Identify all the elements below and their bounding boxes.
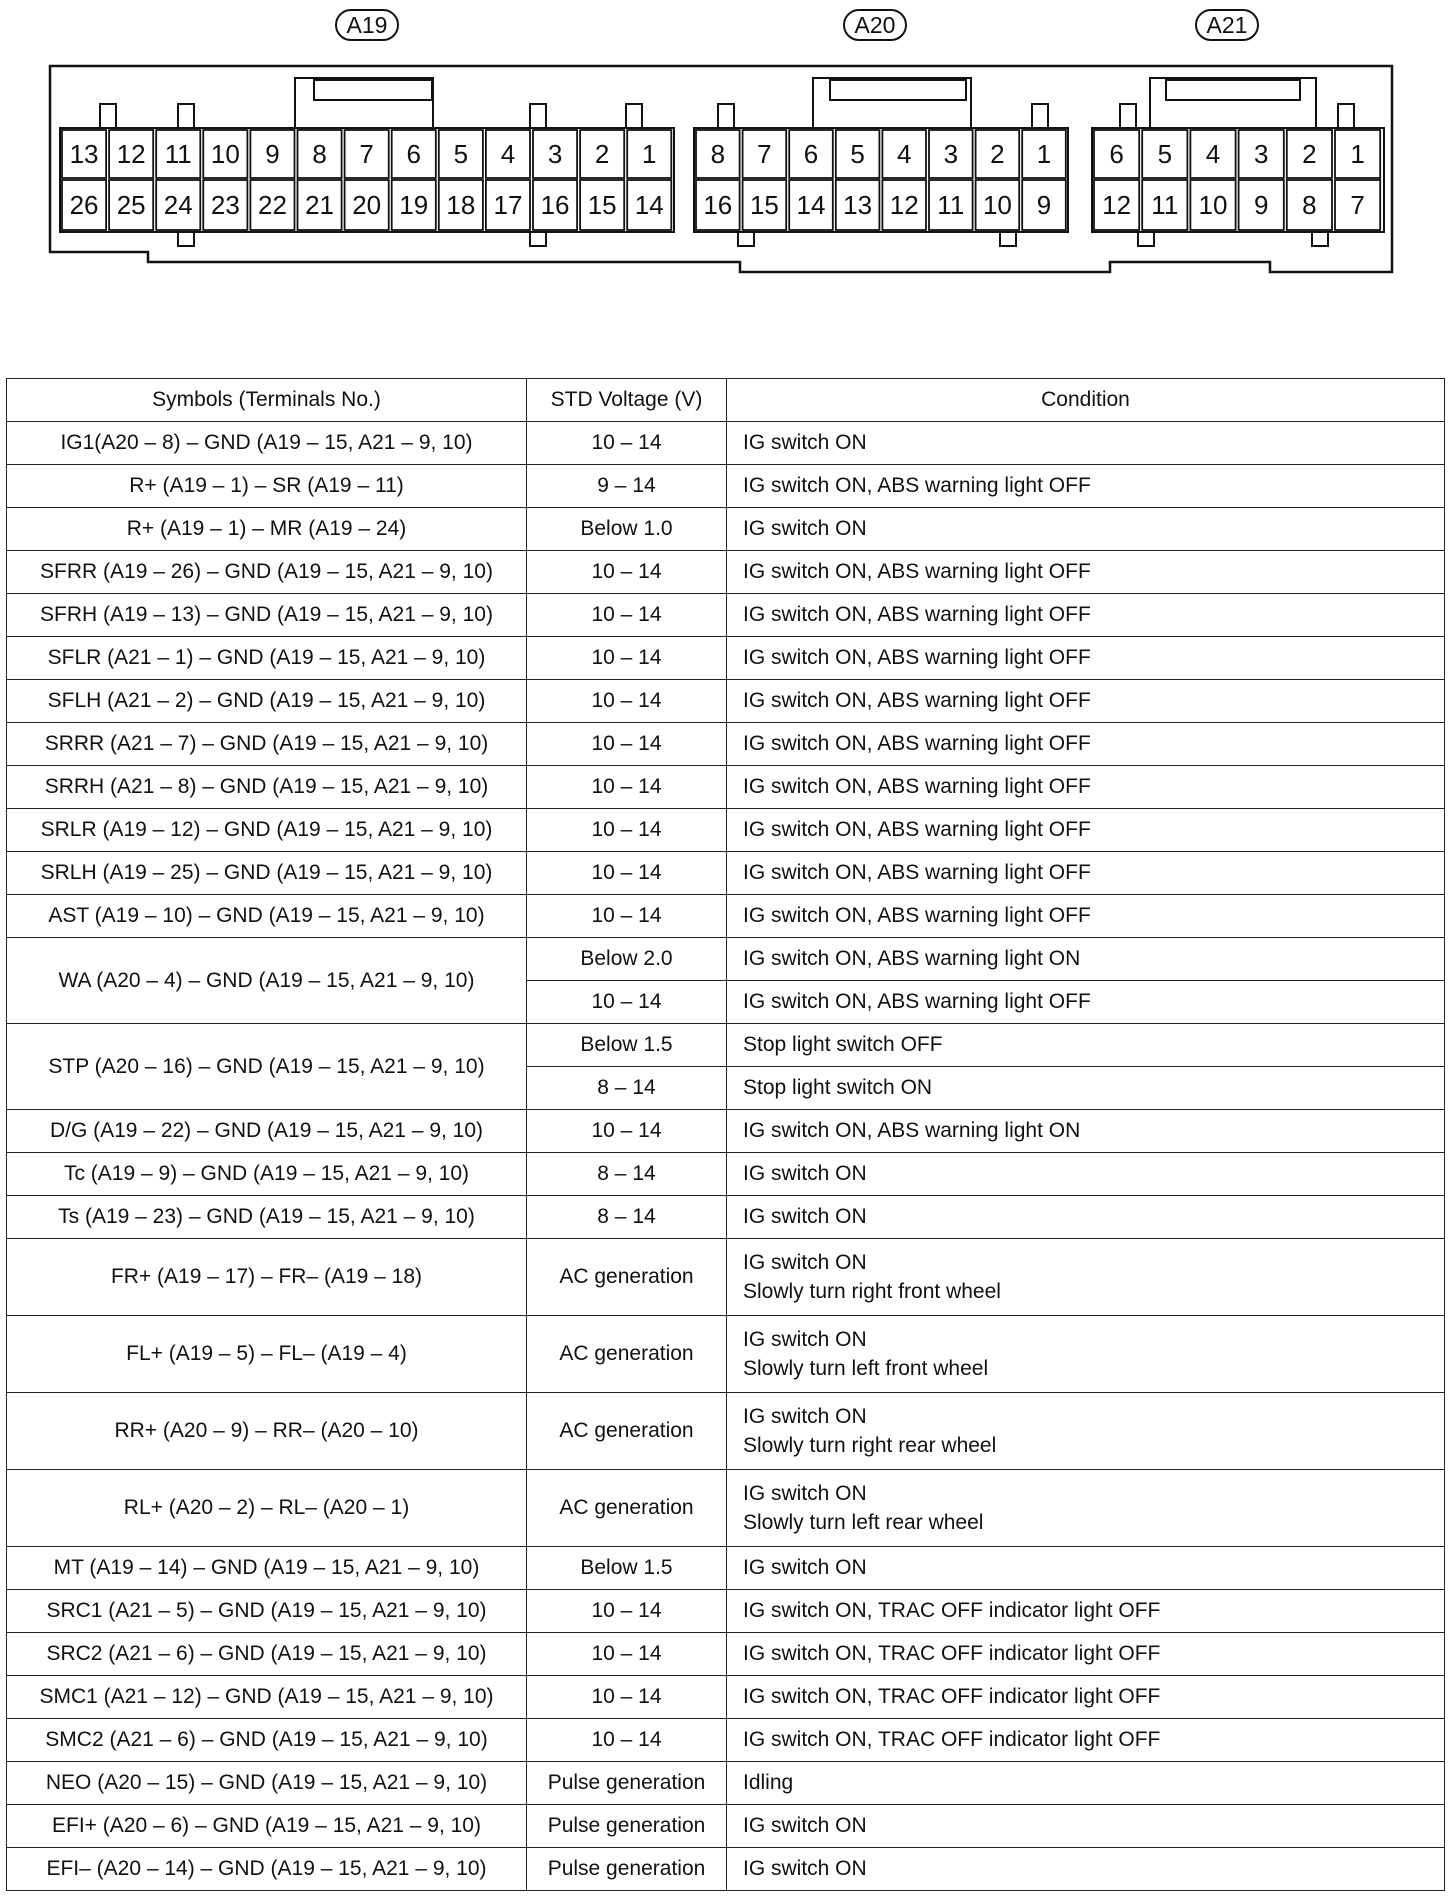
voltage-cell: Below 1.5 — [527, 1547, 727, 1590]
condition-cell: IG switch ON, ABS warning light OFF — [727, 680, 1445, 723]
condition-cell: IG switch ON — [727, 1547, 1445, 1590]
voltage-cell: 10 – 14 — [527, 680, 727, 723]
pin-number-a19-3: 3 — [547, 139, 563, 169]
condition-line-1: IG switch ON — [743, 1481, 867, 1505]
table-row — [7, 1762, 1445, 1805]
header-condition: Condition — [727, 379, 1445, 422]
symbol-cell: SFLH (A21 – 2) – GND (A19 – 15, A21 – 9, 10) — [7, 680, 527, 723]
voltage-cell: Below 1.0 — [527, 508, 727, 551]
condition-cell: IG switch ON, ABS warning light OFF — [727, 809, 1445, 852]
table-row — [7, 1024, 1445, 1067]
condition-cell: IG switch ON, ABS warning light OFF — [727, 594, 1445, 637]
voltage-cell: Pulse generation — [527, 1762, 727, 1805]
symbol-cell: SMC1 (A21 – 12) – GND (A19 – 15, A21 – 9, 10) — [7, 1676, 527, 1719]
svg-text:A20: A20 — [854, 12, 896, 38]
voltage-spec-table — [6, 378, 1445, 1891]
pin-number-a20-10: 10 — [982, 190, 1012, 220]
symbol-cell: R+ (A19 – 1) – MR (A19 – 24) — [7, 508, 527, 551]
pin-number-a21-6: 6 — [1109, 139, 1124, 169]
pin-number-a20-5: 5 — [850, 139, 865, 169]
condition-cell: IG switch ON, ABS warning light OFF — [727, 766, 1445, 809]
voltage-cell: Pulse generation — [527, 1848, 727, 1891]
condition-cell: IG switch ON, ABS warning light ON — [727, 1110, 1445, 1153]
pin-number-a19-25: 25 — [116, 190, 146, 220]
symbol-cell: SRRR (A21 – 7) – GND (A19 – 15, A21 – 9, 10) — [7, 723, 527, 766]
pin-number-a19-13: 13 — [69, 139, 99, 169]
voltage-cell: 10 – 14 — [527, 981, 727, 1024]
voltage-cell: 8 – 14 — [527, 1067, 727, 1110]
table-row — [7, 1547, 1445, 1590]
pin-number-a20-8: 8 — [710, 139, 726, 169]
table-row — [7, 1316, 1445, 1393]
pin-number-a19-23: 23 — [210, 190, 240, 220]
pin-number-a19-26: 26 — [69, 190, 99, 220]
condition-cell: IG switch ON, ABS warning light OFF — [727, 465, 1445, 508]
symbol-cell: EFI– (A20 – 14) – GND (A19 – 15, A21 – 9, 10) — [7, 1848, 527, 1891]
table-row — [7, 551, 1445, 594]
symbol-cell: SRRH (A21 – 8) – GND (A19 – 15, A21 – 9, 10) — [7, 766, 527, 809]
symbol-cell: SRC1 (A21 – 5) – GND (A19 – 15, A21 – 9, 10) — [7, 1590, 527, 1633]
pin-number-a20-9: 9 — [1036, 190, 1052, 220]
symbol-cell: WA (A20 – 4) – GND (A19 – 15, A21 – 9, 10) — [7, 938, 527, 1024]
condition-line-1: IG switch ON — [743, 1404, 867, 1428]
condition-cell: IG switch ON — [727, 508, 1445, 551]
voltage-cell: 10 – 14 — [527, 551, 727, 594]
symbol-cell: SRC2 (A21 – 6) – GND (A19 – 15, A21 – 9, 10) — [7, 1633, 527, 1676]
symbol-cell: SFRR (A19 – 26) – GND (A19 – 15, A21 – 9, 10) — [7, 551, 527, 594]
condition-cell: IG switch ON, ABS warning light ON — [727, 938, 1445, 981]
condition-cell: IG switch ON — [727, 422, 1445, 465]
pin-number-a19-17: 17 — [493, 190, 523, 220]
symbol-cell: AST (A19 – 10) – GND (A19 – 15, A21 – 9, 10) — [7, 895, 527, 938]
symbol-cell: SFRH (A19 – 13) – GND (A19 – 15, A21 – 9, 10) — [7, 594, 527, 637]
voltage-cell: Pulse generation — [527, 1805, 727, 1848]
table-row — [7, 1196, 1445, 1239]
symbol-cell: EFI+ (A20 – 6) – GND (A19 – 15, A21 – 9, 10) — [7, 1805, 527, 1848]
pin-number-a19-14: 14 — [634, 190, 664, 220]
condition-cell: IG switch ON, ABS warning light OFF — [727, 723, 1445, 766]
table-row — [7, 1633, 1445, 1676]
voltage-cell: 10 – 14 — [527, 637, 727, 680]
condition-line-1: IG switch ON — [743, 1250, 867, 1274]
pin-number-a19-7: 7 — [359, 139, 374, 169]
pin-number-a19-12: 12 — [116, 139, 146, 169]
table-row — [7, 1590, 1445, 1633]
symbol-cell: SRLH (A19 – 25) – GND (A19 – 15, A21 – 9, 10) — [7, 852, 527, 895]
condition-line-2: Slowly turn left front wheel — [743, 1357, 989, 1380]
voltage-cell: 10 – 14 — [527, 1719, 727, 1762]
pin-number-a19-11: 11 — [164, 139, 192, 169]
pin-number-a19-2: 2 — [594, 139, 610, 169]
connector-pins — [62, 130, 1380, 230]
voltage-cell: 10 – 14 — [527, 852, 727, 895]
pin-number-a20-16: 16 — [703, 190, 733, 220]
pin-number-a19-5: 5 — [453, 139, 469, 169]
pin-number-a20-14: 14 — [796, 190, 826, 220]
voltage-cell: Below 1.5 — [527, 1024, 727, 1067]
voltage-cell: 10 – 14 — [527, 594, 727, 637]
table-row — [7, 938, 1445, 981]
pin-number-a21-4: 4 — [1205, 139, 1221, 169]
pin-number-a19-1: 1 — [642, 139, 657, 169]
pin-number-a19-18: 18 — [446, 190, 476, 220]
table-row — [7, 465, 1445, 508]
pin-number-a19-16: 16 — [540, 190, 570, 220]
table-row — [7, 637, 1445, 680]
pin-number-a21-9: 9 — [1253, 190, 1269, 220]
condition-line-2: Slowly turn right front wheel — [743, 1280, 1001, 1303]
svg-text:A21: A21 — [1206, 12, 1248, 38]
symbol-cell: SRLR (A19 – 12) – GND (A19 – 15, A21 – 9, 10) — [7, 809, 527, 852]
table-row — [7, 766, 1445, 809]
table-row — [7, 1719, 1445, 1762]
condition-cell — [727, 1316, 1445, 1393]
table-row — [7, 1110, 1445, 1153]
table-row — [7, 508, 1445, 551]
table-row — [7, 852, 1445, 895]
voltage-cell: 8 – 14 — [527, 1196, 727, 1239]
pin-number-a19-22: 22 — [257, 190, 287, 220]
symbol-cell: SFLR (A21 – 1) – GND (A19 – 15, A21 – 9, 10) — [7, 637, 527, 680]
symbol-cell: R+ (A19 – 1) – SR (A19 – 11) — [7, 465, 527, 508]
voltage-cell: AC generation — [527, 1393, 727, 1470]
condition-cell: IG switch ON — [727, 1196, 1445, 1239]
condition-line-2: Slowly turn right rear wheel — [743, 1434, 997, 1457]
condition-cell: IG switch ON, ABS warning light OFF — [727, 895, 1445, 938]
symbol-cell: FL+ (A19 – 5) – FL– (A19 – 4) — [7, 1316, 527, 1393]
condition-cell: IG switch ON, ABS warning light OFF — [727, 551, 1445, 594]
pin-number-a21-12: 12 — [1102, 190, 1132, 220]
condition-line-1: IG switch ON — [743, 1327, 867, 1351]
pin-number-a19-4: 4 — [500, 139, 516, 169]
symbol-cell: Ts (A19 – 23) – GND (A19 – 15, A21 – 9, 10) — [7, 1196, 527, 1239]
voltage-cell: 10 – 14 — [527, 766, 727, 809]
table-row — [7, 723, 1445, 766]
symbol-cell: SMC2 (A21 – 6) – GND (A19 – 15, A21 – 9, 10) — [7, 1719, 527, 1762]
condition-cell — [727, 1239, 1445, 1316]
pin-number-a19-6: 6 — [406, 139, 421, 169]
voltage-cell: 10 – 14 — [527, 1110, 727, 1153]
condition-cell — [727, 1393, 1445, 1470]
condition-cell: IG switch ON, TRAC OFF indicator light OFF — [727, 1633, 1445, 1676]
symbol-cell: STP (A20 – 16) – GND (A19 – 15, A21 – 9, 10) — [7, 1024, 527, 1110]
pin-number-a21-2: 2 — [1302, 139, 1317, 169]
condition-cell: Stop light switch OFF — [727, 1024, 1445, 1067]
condition-cell: IG switch ON, TRAC OFF indicator light OFF — [727, 1719, 1445, 1762]
symbol-cell: RR+ (A20 – 9) – RR– (A20 – 10) — [7, 1393, 527, 1470]
condition-cell: IG switch ON, TRAC OFF indicator light OFF — [727, 1590, 1445, 1633]
pin-number-a21-1: 1 — [1350, 139, 1365, 169]
pin-number-a20-12: 12 — [889, 190, 919, 220]
table-row — [7, 809, 1445, 852]
condition-cell: IG switch ON — [727, 1848, 1445, 1891]
pin-number-a20-11: 11 — [937, 190, 965, 220]
symbol-cell: FR+ (A19 – 17) – FR– (A19 – 18) — [7, 1239, 527, 1316]
header-std-voltage: STD Voltage (V) — [527, 379, 727, 422]
pin-number-a19-9: 9 — [265, 139, 280, 169]
pin-number-a20-4: 4 — [896, 139, 912, 169]
voltage-cell: 8 – 14 — [527, 1153, 727, 1196]
voltage-cell: 10 – 14 — [527, 895, 727, 938]
pin-number-a20-13: 13 — [843, 190, 873, 220]
condition-cell: Stop light switch ON — [727, 1067, 1445, 1110]
table-row — [7, 1676, 1445, 1719]
header-symbols: Symbols (Terminals No.) — [7, 379, 527, 422]
pin-number-a19-19: 19 — [399, 190, 429, 220]
condition-cell: Idling — [727, 1762, 1445, 1805]
pin-number-a21-8: 8 — [1302, 190, 1317, 220]
table-row — [7, 594, 1445, 637]
voltage-cell: 10 – 14 — [527, 809, 727, 852]
table-row — [7, 1848, 1445, 1891]
voltage-cell: AC generation — [527, 1316, 727, 1393]
table-row — [7, 1239, 1445, 1316]
voltage-cell: 10 – 14 — [527, 1590, 727, 1633]
voltage-cell: 10 – 14 — [527, 1676, 727, 1719]
voltage-cell: 10 – 14 — [527, 1633, 727, 1676]
symbol-cell: IG1(A20 – 8) – GND (A19 – 15, A21 – 9, 10) — [7, 422, 527, 465]
voltage-cell: 10 – 14 — [527, 422, 727, 465]
symbol-cell: RL+ (A20 – 2) – RL– (A20 – 1) — [7, 1470, 527, 1547]
table-row — [7, 1805, 1445, 1848]
svg-text:A19: A19 — [346, 12, 388, 38]
pin-number-a19-10: 10 — [210, 139, 240, 169]
condition-line-2: Slowly turn left rear wheel — [743, 1511, 984, 1534]
pin-number-a19-20: 20 — [352, 190, 382, 220]
pin-number-a21-10: 10 — [1198, 190, 1228, 220]
table-row — [7, 680, 1445, 723]
table-row — [7, 422, 1445, 465]
condition-cell — [727, 1470, 1445, 1547]
pin-number-a21-3: 3 — [1253, 139, 1269, 169]
table-header-row — [7, 379, 1445, 422]
voltage-cell: 9 – 14 — [527, 465, 727, 508]
symbol-cell: D/G (A19 – 22) – GND (A19 – 15, A21 – 9, 10) — [7, 1110, 527, 1153]
voltage-cell: AC generation — [527, 1239, 727, 1316]
condition-cell: IG switch ON, TRAC OFF indicator light OFF — [727, 1676, 1445, 1719]
table-row — [7, 895, 1445, 938]
voltage-cell: 10 – 14 — [527, 723, 727, 766]
pin-number-a20-3: 3 — [943, 139, 959, 169]
connector-diagram — [0, 0, 1456, 290]
pin-number-a20-2: 2 — [990, 139, 1005, 169]
pin-number-a21-7: 7 — [1350, 190, 1365, 220]
table-row — [7, 1393, 1445, 1470]
pin-number-a20-6: 6 — [803, 139, 819, 169]
connector-label-a20 — [844, 10, 906, 40]
pin-number-a20-7: 7 — [757, 139, 772, 169]
pin-number-a19-8: 8 — [312, 139, 327, 169]
connector-label-a21 — [1196, 10, 1258, 40]
pin-number-a21-5: 5 — [1157, 139, 1173, 169]
condition-cell: IG switch ON — [727, 1805, 1445, 1848]
pin-number-a20-15: 15 — [749, 190, 779, 220]
pin-number-a21-11: 11 — [1151, 190, 1179, 220]
pin-number-a19-21: 21 — [305, 190, 335, 220]
voltage-cell: AC generation — [527, 1470, 727, 1547]
pin-number-a19-15: 15 — [587, 190, 617, 220]
symbol-cell: Tc (A19 – 9) – GND (A19 – 15, A21 – 9, 10) — [7, 1153, 527, 1196]
condition-cell: IG switch ON, ABS warning light OFF — [727, 981, 1445, 1024]
symbol-cell: MT (A19 – 14) – GND (A19 – 15, A21 – 9, 10) — [7, 1547, 527, 1590]
voltage-cell: Below 2.0 — [527, 938, 727, 981]
connector-block-a20 — [694, 78, 1068, 246]
table-row — [7, 1470, 1445, 1547]
condition-cell: IG switch ON, ABS warning light OFF — [727, 852, 1445, 895]
table-row — [7, 1153, 1445, 1196]
pin-number-a20-1: 1 — [1036, 139, 1052, 169]
condition-cell: IG switch ON, ABS warning light OFF — [727, 637, 1445, 680]
condition-cell: IG switch ON — [727, 1153, 1445, 1196]
pin-number-a19-24: 24 — [163, 190, 193, 220]
connector-label-a19 — [336, 10, 398, 40]
symbol-cell: NEO (A20 – 15) – GND (A19 – 15, A21 – 9, 10) — [7, 1762, 527, 1805]
